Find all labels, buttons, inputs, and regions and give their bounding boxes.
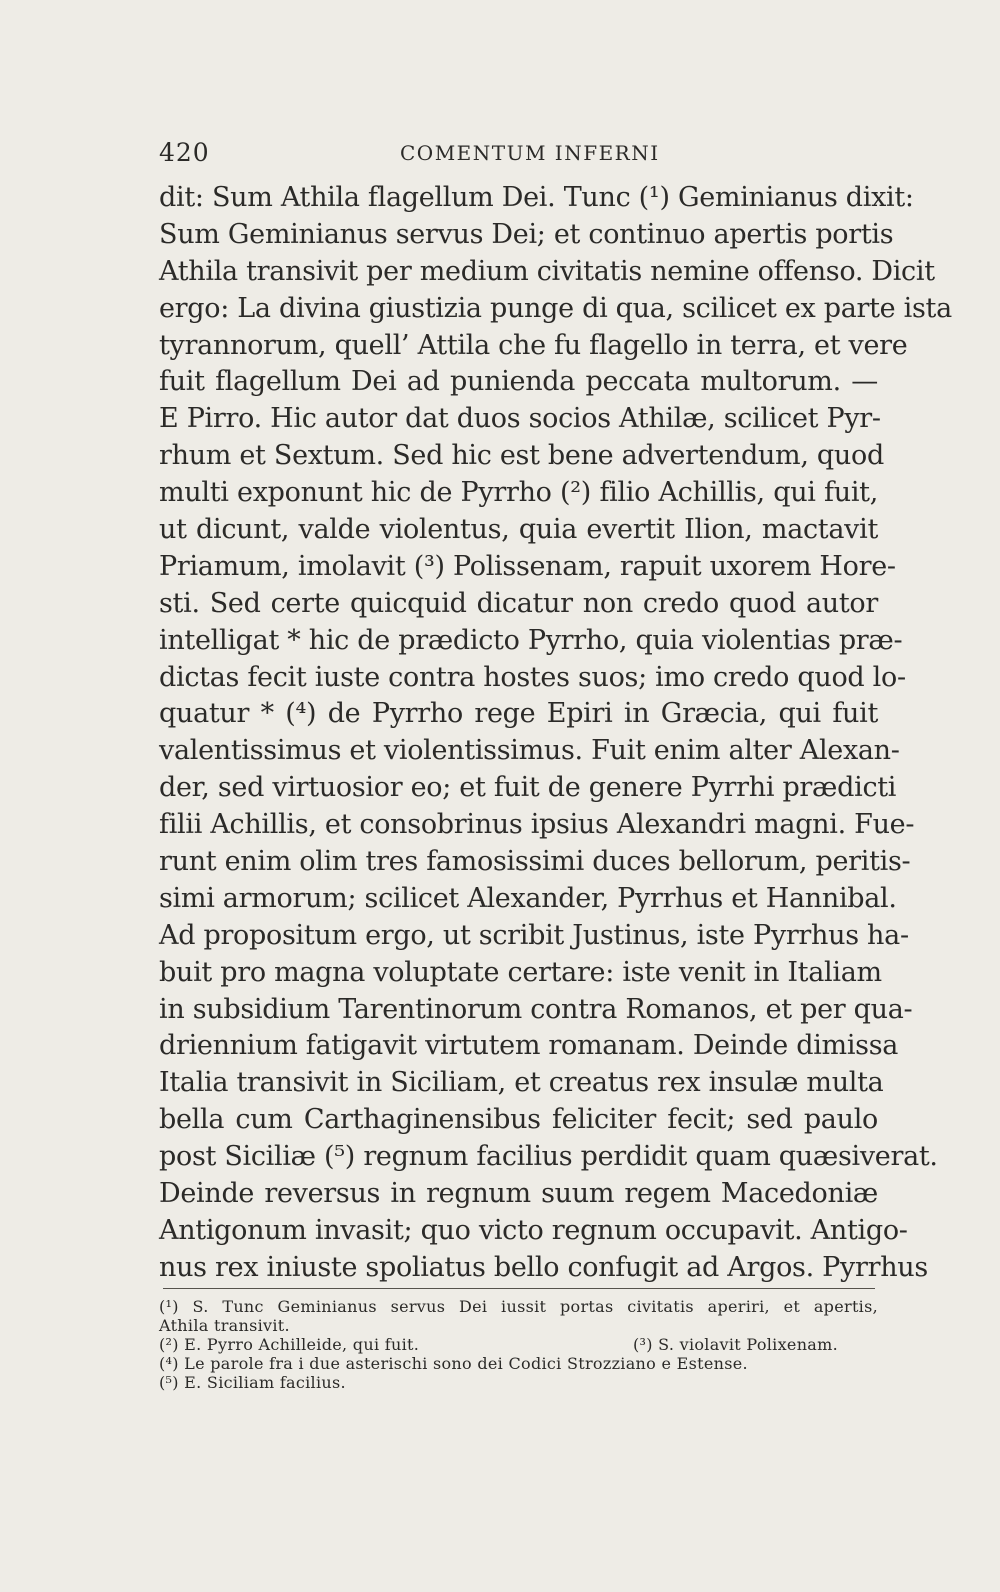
text-line: ergo: La divina giustizia punge di qua, scilicet ex parte ista — [159, 292, 952, 324]
text-line: Italia transivit in Siciliam, et creatus rex insulæ multa — [159, 1067, 884, 1099]
text-line: intelligat * hic de prædicto Pyrrho, quia violentias præ- — [159, 624, 903, 656]
footnote-5: (⁵) E. Siciliam facilius. — [159, 1373, 346, 1392]
text-line: in subsidium Tarentinorum contra Romanos, et per qua- — [159, 993, 913, 1025]
text-line: Priamum, imolavit (³) Polissenam, rapuit uxorem Hore- — [159, 550, 896, 582]
text-line: rhum et Sextum. Sed hic est bene advertendum, quod — [159, 440, 884, 472]
text-line: filii Achillis, et consobrinus ipsius Alexandri magni. Fue- — [159, 809, 915, 841]
text-line: post Siciliæ (⁵) regnum facilius perdidit quam quæsiverat. — [159, 1141, 938, 1173]
text-line: Deinde reversus in regnum suum regem Macedoniæ — [159, 1178, 878, 1210]
text-line: tyrannorum, quell’ Attila che fu flagello in terra, et vere — [159, 329, 908, 361]
text-line: Sum Geminianus servus Dei; et continuo apertis portis — [159, 218, 894, 250]
footnote-3: (³) S. violavit Polixenam. — [632, 1335, 838, 1354]
text-line: dit: Sum Athila flagellum Dei. Tunc (¹) Geminianus dixit: — [159, 182, 914, 213]
footnote-2: (²) E. Pyrro Achilleide, qui fuit. — [159, 1335, 420, 1354]
running-title: COMENTUM INFERNI — [400, 141, 660, 165]
text-line: Ad propositum ergo, ut scribit Justinus, iste Pyrrhus ha- — [159, 919, 909, 951]
footnote-row — [159, 1335, 878, 1354]
text-line: E Pirro. Hic autor dat duos socios Athilæ, scilicet Pyr- — [159, 403, 881, 435]
body-text — [159, 180, 952, 1287]
text-line: Athila transivit per medium civitatis nemine offenso. Dicit — [159, 255, 935, 287]
text-line: sti. Sed certe quicquid dicatur non credo quod autor — [159, 587, 878, 619]
text-line: multi exponunt hic de Pyrrho (²) filio Achillis, qui fuit, — [159, 477, 878, 509]
text-line: buit pro magna voluptate certare: iste venit in Italiam — [159, 956, 882, 988]
footnote-1-continued: Athila transivit. — [159, 1316, 290, 1335]
text-line: bella cum Carthaginensibus feliciter fecit; sed paulo — [159, 1104, 878, 1136]
text-line: fuit flagellum Dei ad punienda peccata multorum. — — [159, 366, 878, 398]
text-line: Antigonum invasit; quo victo regnum occupavit. Antigo- — [159, 1214, 908, 1246]
footnotes — [159, 1297, 878, 1392]
text-line: ut dicunt, valde violentus, quia evertit Ilion, mactavit — [159, 514, 878, 546]
footnote-1: (¹) S. Tunc Geminianus servus Dei iussit portas civitatis aperiri, et apertis, — [159, 1297, 878, 1316]
text-line: quatur * (⁴) de Pyrrho rege Epiri in Græcia, qui fuit — [159, 698, 878, 730]
page-number: 420 — [159, 138, 210, 167]
text-line: nus rex iniuste spoliatus bello confugit ad Argos. Pyrrhus — [159, 1251, 928, 1283]
footnote-4: (⁴) Le parole fra i due asterischi sono dei Codici Strozziano e Estense. — [159, 1354, 748, 1373]
text-line: simi armorum; scilicet Alexander, Pyrrhus et Hannibal. — [159, 882, 897, 914]
text-line: runt enim olim tres famosissimi duces bellorum, peritis- — [159, 846, 911, 878]
text-line: dictas fecit iuste contra hostes suos; imo credo quod lo- — [159, 661, 906, 693]
text-line: der, sed virtuosior eo; et fuit de genere Pyrrhi prædicti — [159, 772, 897, 804]
text-line: driennium fatigavit virtutem romanam. Deinde dimissa — [159, 1030, 899, 1062]
text-line: valentissimus et violentissimus. Fuit enim alter Alexan- — [159, 735, 900, 767]
footnote-separator — [163, 1288, 875, 1289]
